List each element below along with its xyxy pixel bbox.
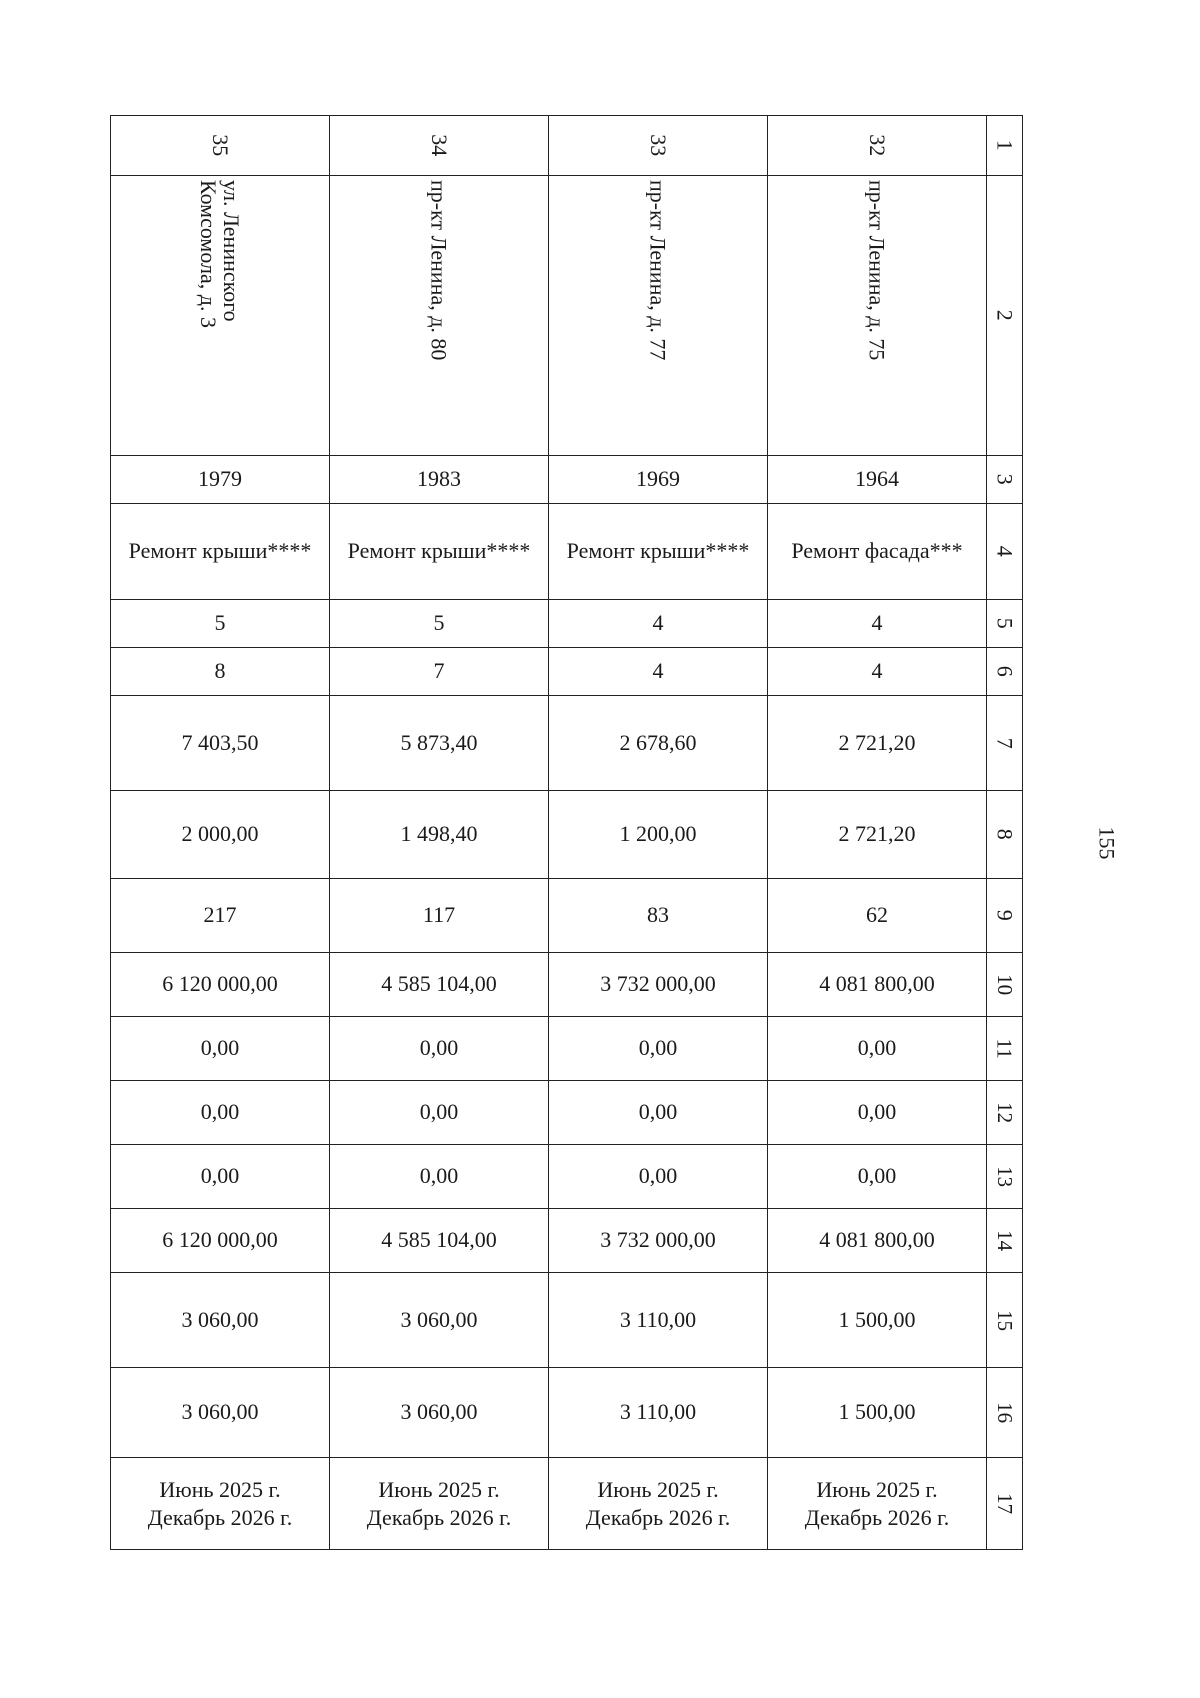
- value-cell: 6 120 000,00: [111, 1209, 330, 1273]
- value-cell: 8: [111, 648, 330, 696]
- value-cell: 1 200,00: [549, 791, 768, 879]
- schedule-start: Июнь 2025 г.: [378, 1477, 500, 1502]
- value-cell: 5 873,40: [330, 696, 549, 791]
- column-number-cell: 11: [987, 1017, 1023, 1081]
- schedule-cell: [111, 1458, 330, 1550]
- value-cell: 1 500,00: [768, 1273, 987, 1368]
- value-cell: 3 060,00: [111, 1273, 330, 1368]
- column-number-cell: 1: [987, 116, 1023, 176]
- table-row-10: [111, 953, 1023, 1017]
- column-number-cell: 12: [987, 1081, 1023, 1145]
- column-number-cell: 3: [987, 456, 1023, 504]
- value-cell: 0,00: [768, 1017, 987, 1081]
- table-row-1: [111, 116, 1023, 176]
- table-row-15: [111, 1273, 1023, 1368]
- value-cell: 2 721,20: [768, 696, 987, 791]
- schedule-start: Июнь 2025 г.: [597, 1477, 719, 1502]
- schedule-cell: [549, 1458, 768, 1550]
- value-cell: 3 732 000,00: [549, 953, 768, 1017]
- address-cell: ул. Ленинского Комсомола, д. 3: [111, 176, 330, 456]
- schedule-end: Декабрь 2026 г.: [147, 1504, 293, 1530]
- table-row-17: [111, 1458, 1023, 1550]
- value-cell: 4 081 800,00: [768, 953, 987, 1017]
- schedule-cell: [768, 1458, 987, 1550]
- value-cell: 7 403,50: [111, 696, 330, 791]
- year-cell: 1969: [549, 456, 768, 504]
- schedule-end: Декабрь 2026 г.: [804, 1504, 950, 1530]
- column-number-cell: 5: [987, 600, 1023, 648]
- value-cell: 3 060,00: [111, 1368, 330, 1458]
- table-row-12: [111, 1081, 1023, 1145]
- work-type-cell: Ремонт крыши****: [111, 504, 330, 600]
- table-row-16: [111, 1368, 1023, 1458]
- schedule-end: Декабрь 2026 г.: [585, 1504, 731, 1530]
- schedule-start: Июнь 2025 г.: [159, 1477, 281, 1502]
- column-number-cell: 14: [987, 1209, 1023, 1273]
- table-row-14: [111, 1209, 1023, 1273]
- table-row-2: [111, 176, 1023, 456]
- value-cell: 0,00: [111, 1145, 330, 1209]
- works-table: [110, 115, 1023, 1550]
- column-number-cell: 6: [987, 648, 1023, 696]
- column-number-cell: 13: [987, 1145, 1023, 1209]
- table-row-11: [111, 1017, 1023, 1081]
- table-row-9: [111, 879, 1023, 953]
- address-cell: пр-кт Ленина, д. 77: [549, 176, 768, 456]
- value-cell: 3 060,00: [330, 1273, 549, 1368]
- column-number-cell: 16: [987, 1368, 1023, 1458]
- column-number-cell: 15: [987, 1273, 1023, 1368]
- value-cell: 62: [768, 879, 987, 953]
- row-number-cell: 32: [768, 116, 987, 176]
- value-cell: 0,00: [330, 1017, 549, 1081]
- value-cell: 5: [111, 600, 330, 648]
- value-cell: 0,00: [768, 1081, 987, 1145]
- value-cell: 2 000,00: [111, 791, 330, 879]
- table-row-4: [111, 504, 1023, 600]
- column-number-cell: 10: [987, 953, 1023, 1017]
- row-number-cell: 35: [111, 116, 330, 176]
- schedule-start: Июнь 2025 г.: [816, 1477, 938, 1502]
- value-cell: 4: [768, 600, 987, 648]
- address-cell: пр-кт Ленина, д. 80: [330, 176, 549, 456]
- year-cell: 1979: [111, 456, 330, 504]
- value-cell: 217: [111, 879, 330, 953]
- value-cell: 2 721,20: [768, 791, 987, 879]
- value-cell: 4 585 104,00: [330, 953, 549, 1017]
- column-number-cell: 7: [987, 696, 1023, 791]
- value-cell: 4 585 104,00: [330, 1209, 549, 1273]
- column-number-cell: 4: [987, 504, 1023, 600]
- page-number: 155: [1094, 826, 1120, 860]
- table-row-3: [111, 456, 1023, 504]
- value-cell: 1 498,40: [330, 791, 549, 879]
- work-type-cell: Ремонт фасада***: [768, 504, 987, 600]
- value-cell: 3 732 000,00: [549, 1209, 768, 1273]
- value-cell: 0,00: [111, 1017, 330, 1081]
- value-cell: 4: [768, 648, 987, 696]
- value-cell: 3 110,00: [549, 1368, 768, 1458]
- value-cell: 0,00: [330, 1145, 549, 1209]
- value-cell: 3 060,00: [330, 1368, 549, 1458]
- value-cell: 0,00: [549, 1017, 768, 1081]
- table-row-5: [111, 600, 1023, 648]
- value-cell: 0,00: [330, 1081, 549, 1145]
- column-number-cell: 2: [987, 176, 1023, 456]
- value-cell: 0,00: [111, 1081, 330, 1145]
- row-number-cell: 33: [549, 116, 768, 176]
- value-cell: 117: [330, 879, 549, 953]
- column-number-cell: 8: [987, 791, 1023, 879]
- column-number-cell: 17: [987, 1458, 1023, 1550]
- year-cell: 1964: [768, 456, 987, 504]
- table-row-6: [111, 648, 1023, 696]
- table-row-13: [111, 1145, 1023, 1209]
- row-number-cell: 34: [330, 116, 549, 176]
- value-cell: 7: [330, 648, 549, 696]
- year-cell: 1983: [330, 456, 549, 504]
- table-row-7: [111, 696, 1023, 791]
- value-cell: 83: [549, 879, 768, 953]
- value-cell: 3 110,00: [549, 1273, 768, 1368]
- value-cell: 5: [330, 600, 549, 648]
- column-number-cell: 9: [987, 879, 1023, 953]
- address-cell: пр-кт Ленина, д. 75: [768, 176, 987, 456]
- value-cell: 6 120 000,00: [111, 953, 330, 1017]
- value-cell: 4: [549, 648, 768, 696]
- value-cell: 0,00: [549, 1081, 768, 1145]
- value-cell: 1 500,00: [768, 1368, 987, 1458]
- value-cell: 2 678,60: [549, 696, 768, 791]
- schedule-end: Декабрь 2026 г.: [366, 1504, 512, 1530]
- table-row-8: [111, 791, 1023, 879]
- value-cell: 0,00: [549, 1145, 768, 1209]
- value-cell: 0,00: [768, 1145, 987, 1209]
- work-type-cell: Ремонт крыши****: [549, 504, 768, 600]
- value-cell: 4 081 800,00: [768, 1209, 987, 1273]
- schedule-cell: [330, 1458, 549, 1550]
- value-cell: 4: [549, 600, 768, 648]
- work-type-cell: Ремонт крыши****: [330, 504, 549, 600]
